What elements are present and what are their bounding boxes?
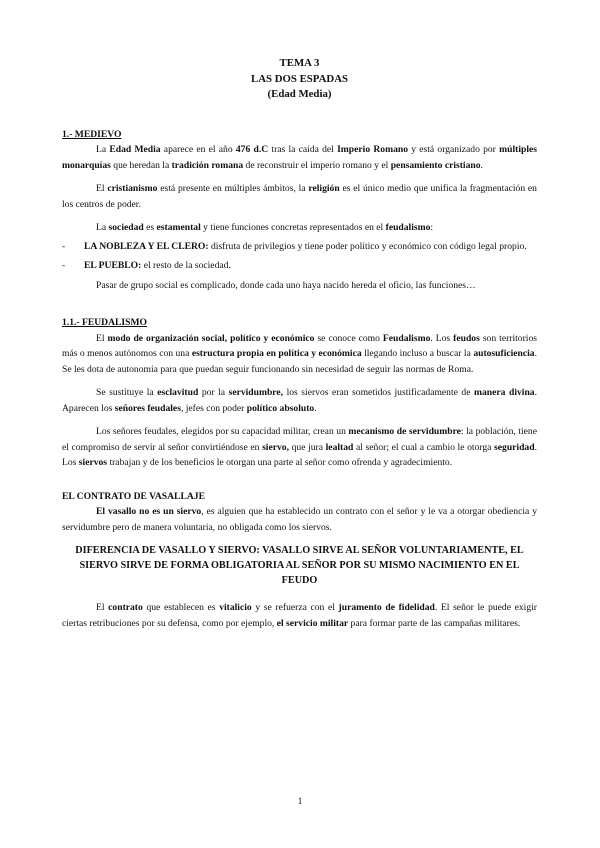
text-run: es: [143, 222, 157, 233]
bold-term: sociedad: [108, 222, 144, 233]
paragraph-sociedad: [62, 220, 537, 236]
bold-term: el servicio militar: [276, 617, 349, 629]
paragraph-grupo-social: [62, 278, 537, 294]
bold-term: Imperio Romano: [337, 144, 408, 155]
bold-term: religión: [308, 183, 340, 194]
text-run: .: [314, 402, 317, 414]
bold-term: estamental: [156, 222, 201, 233]
paragraph-contrato: [62, 600, 537, 631]
section-heading-feudalismo: 1.1.- FEUDALISMO: [62, 317, 148, 328]
text-run: que establecen es: [142, 602, 220, 613]
bold-term: esclavitud: [157, 387, 199, 398]
text-run: La: [96, 222, 109, 233]
bold-term: cristianismo: [107, 183, 158, 194]
title-line-2: LAS DOS ESPADAS: [251, 72, 348, 85]
text-run: al señor; el cual a cambio le otorga: [353, 441, 495, 453]
text-run: El: [96, 602, 109, 613]
text-run: tras la caída del: [268, 144, 338, 155]
bold-term: 476 d.C: [235, 144, 269, 155]
section-heading-vasallaje: EL CONTRATO DE VASALLAJE: [62, 490, 205, 502]
bold-term: múltiples monarquías: [62, 144, 537, 171]
text-run: . Los: [62, 441, 537, 468]
text-run: .: [480, 159, 483, 171]
list-dash: -: [62, 260, 66, 271]
bold-term: estructura propia en política y económica: [191, 348, 362, 359]
text-run: de reconstruir el imperio romano y el: [243, 159, 391, 171]
paragraph-edad-media: [62, 142, 537, 173]
bold-term: contrato: [108, 602, 143, 613]
text-run: Los señores feudales, elegidos por su capacidad militar, crean un: [96, 426, 349, 437]
bold-term: siervos: [78, 457, 108, 468]
paragraph-modo-organizacion: [62, 331, 537, 378]
bold-term: seguridad: [494, 441, 535, 453]
title-line-1: TEMA 3: [279, 57, 320, 69]
document-title: [62, 56, 537, 103]
bold-term: tradición romana: [171, 159, 244, 171]
estamentos-list: [62, 239, 537, 274]
text-run: llegando incluso a buscar la: [361, 348, 474, 359]
text-run: . Se les dota de autonomía para que puedan seguir funcionando sin necesidad de seguir las normas de Roma.: [62, 348, 538, 375]
bold-term: feudalismo: [385, 222, 431, 233]
list-item-text: [84, 241, 527, 252]
text-run: Pasar de grupo social es complicado, donde cada uno haya nacido hereda el oficio, las funciones…: [96, 279, 476, 291]
text-run: , jefes con poder: [180, 402, 247, 414]
text-run: :: [430, 222, 434, 233]
text-run: aparece en el año: [160, 144, 236, 155]
text-run: que heredan la: [110, 159, 172, 171]
list-item-text: [84, 260, 231, 271]
title-line-3: (Edad Media): [267, 88, 332, 100]
paragraph-cristianismo: [62, 181, 537, 212]
text-run: Se sustituye la: [96, 387, 158, 398]
bold-term: autosuficiencia: [473, 348, 535, 359]
bold-term: LA NOBLEZA Y EL CLERO:: [84, 240, 209, 252]
text-run: y se refuerza con el: [251, 602, 339, 613]
text-run: trabajan y de los beneficios le otorgan una parte al señor como ofrenda y agradecimiento.: [107, 457, 453, 468]
list-item-nobleza: [62, 239, 537, 255]
bold-term: lealtad: [325, 441, 354, 453]
bold-term: feudos: [453, 332, 480, 344]
bold-term: EL PUEBLO:: [84, 260, 142, 271]
section-heading-medievo: 1.- MEDIEVO: [62, 128, 122, 140]
bold-term: pensamiento cristiano: [390, 159, 481, 171]
bold-term: Edad Media: [109, 144, 161, 155]
text-run: : la población, tiene el compromiso de servir al señor convirtiéndose en: [62, 426, 537, 453]
document-page: [62, 56, 537, 631]
paragraph-esclavitud: [62, 385, 537, 416]
bold-term: El vasallo no es un siervo: [96, 506, 202, 517]
text-run: . Aparecen los: [62, 387, 537, 414]
bold-term: mecanismo de servidumbre: [348, 426, 461, 437]
bold-term: manera divina: [474, 387, 535, 398]
list-item-pueblo: [62, 258, 537, 274]
paragraph-vasallo: [62, 504, 537, 535]
bold-term: siervo,: [262, 441, 289, 453]
bold-term: modo de organización social, político y económico: [107, 332, 315, 344]
bold-term: señores feudales: [114, 402, 181, 414]
text-run: El: [96, 332, 108, 344]
text-run: son territorios más o menos autónomos con una: [62, 332, 537, 359]
text-run: está presente en múltiples ámbitos, la: [157, 183, 309, 194]
text-run: que jura: [288, 441, 326, 453]
text-run: los siervos eran sometidos justificadamente de: [283, 387, 475, 398]
text-run: es el único medio que unifica la fragmentación en los centros de poder.: [62, 183, 537, 210]
text-run: para formar parte de las campañas militares.: [348, 617, 521, 629]
bold-term: Feudalismo: [382, 332, 431, 344]
page-number: 1: [297, 796, 303, 807]
text-run: . El señor le puede exigir ciertas retribuciones por su defensa, como por ejemplo,: [62, 602, 537, 629]
paragraph-senores-feudales: [62, 424, 537, 471]
text-run: El: [96, 183, 108, 194]
text-run: . Los: [430, 332, 454, 344]
bold-term: vitalicio: [219, 602, 252, 613]
bold-term: juramento de fidelidad: [338, 602, 435, 613]
text-run: y está organizado por: [408, 144, 500, 155]
text-run: La: [96, 144, 110, 155]
text-run: y tiene funciones concretas representados en el: [200, 222, 386, 233]
bold-term: servidumbre,: [228, 387, 284, 398]
statement-diferencia: DIFERENCIA DE VASALLO Y SIERVO: VASALLO SIRVE AL SEÑOR VOLUNTARIAMENTE, EL SIERVO SIRVE DE FORMA OBLIGATORIA AL SEÑOR POR SU MISMO NACIMIENTO EN EL FEUDO: [75, 545, 524, 586]
text-run: por la: [198, 387, 229, 398]
text-run: se conoce como: [314, 332, 383, 344]
text-run: , es alguien que ha establecido un contrato con el señor y le va a otorgar obediencia y servidumbre pero de manera voluntaria, no obligada como los siervos.: [62, 506, 537, 533]
text-run: disfruta de privilegios y tiene poder político y económico con código legal propio.: [208, 240, 527, 252]
text-run: el resto de la sociedad.: [141, 260, 231, 271]
list-dash: -: [62, 240, 66, 252]
bold-term: político absoluto: [246, 402, 315, 414]
